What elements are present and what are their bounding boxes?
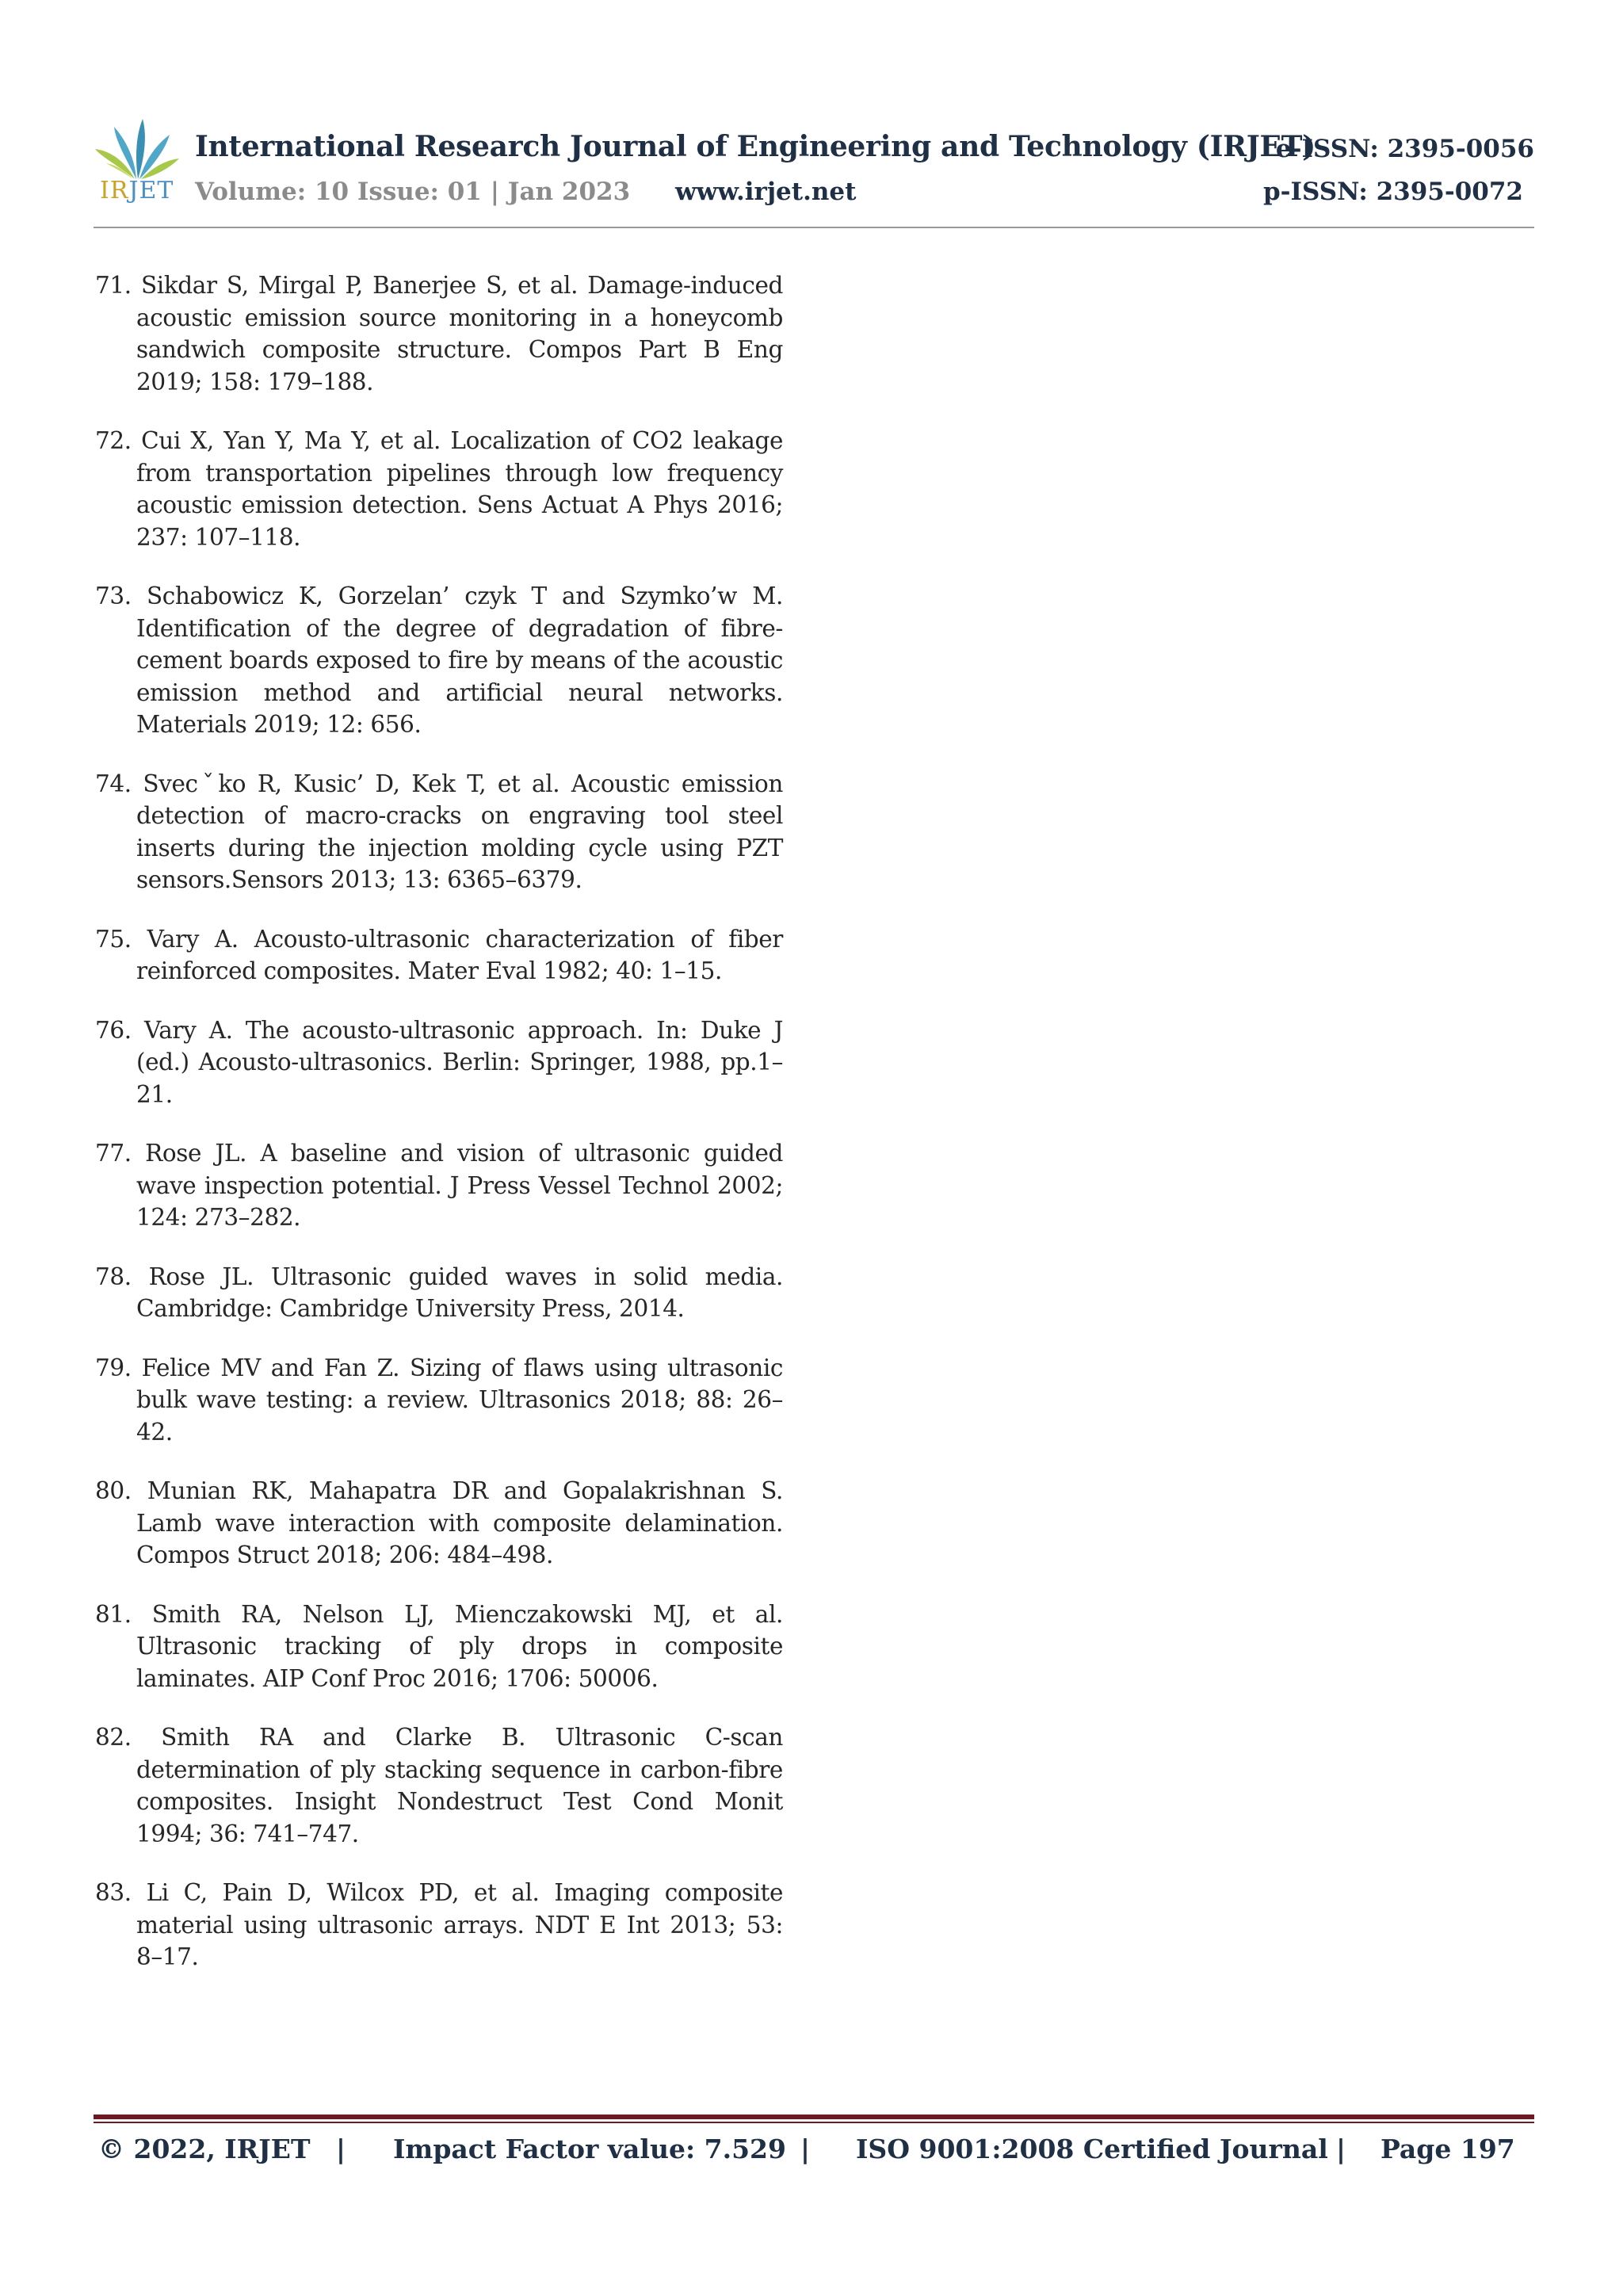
reference-item: [95, 1352, 783, 1449]
reference-text: Munian RK, Mahapatra DR and Gopalakrishnan S. Lamb wave interaction with composite delamination. Compos Struct 2018; 206: 484–498.: [136, 1477, 784, 1568]
footer-separator: |: [1336, 2134, 1346, 2164]
journal-title: International Research Journal of Engineering and Technology (IRJET): [195, 130, 1316, 163]
reference-text: Vary A. The acousto-ultrasonic approach. In: Duke J (ed.) Acousto-ultrasonics. Berlin: Springer, 1988, pp.1–21.: [136, 1016, 783, 1108]
reference-number: 81.: [95, 1600, 132, 1628]
reference-item: [95, 1014, 783, 1111]
reference-number: 82.: [95, 1724, 132, 1751]
footer-iso-certification: ISO 9001:2008 Certified Journal: [856, 2134, 1328, 2164]
reference-number: 76.: [95, 1016, 132, 1044]
footer-separator: |: [800, 2134, 811, 2164]
reference-number: 77.: [95, 1140, 132, 1167]
page-number: Page 197: [1381, 2134, 1515, 2164]
footer-copyright: © 2022, IRJET: [98, 2134, 311, 2164]
reference-text: Schabowicz K, Gorzelan’ czyk T and Szymko’w M. Identification of the degree of degradation of fibre-cement boards exposed to fire by means of the acoustic emission method and artificial neural networks. Materials 2019; 12: 656.: [136, 583, 783, 738]
reference-text: Smith RA, Nelson LJ, Mienczakowski MJ, et al. Ultrasonic tracking of ply drops in composite laminates. AIP Conf Proc 2016; 1706: 50006.: [136, 1600, 783, 1692]
footer-separator: |: [336, 2134, 346, 2164]
reference-text: Rose JL. A baseline and vision of ultrasonic guided wave inspection potential. J Press Vessel Technol 2002; 124: 273–282.: [136, 1140, 783, 1231]
reference-item: [95, 1599, 783, 1695]
logo-text-jet: JET: [128, 177, 174, 204]
reference-number: 80.: [95, 1477, 132, 1504]
reference-number: 79.: [95, 1354, 132, 1381]
reference-number: 72.: [95, 427, 132, 454]
reference-item: [95, 1877, 783, 1973]
pissn: p-ISSN: 2395-0072: [1262, 178, 1523, 206]
reference-item: [95, 425, 783, 553]
reference-text: Felice MV and Fan Z. Sizing of flaws using ultrasonic bulk wave testing: a review. Ultrasonics 2018; 88: 26–42.: [136, 1354, 783, 1446]
reference-number: 74.: [95, 770, 132, 797]
footer-impact-factor: Impact Factor value: 7.529: [393, 2134, 786, 2164]
reference-item: [95, 269, 783, 398]
logo-wordmark: [100, 179, 174, 203]
logo-text-ir: IR: [100, 177, 129, 204]
reference-text: Smith RA and Clarke B. Ultrasonic C-scan determination of ply stacking sequence in carbon-fibre composites. Insight Nondestruct Test Cond Monit 1994; 36: 741–747.: [136, 1724, 783, 1847]
journal-website-link[interactable]: www.irjet.net: [675, 178, 857, 206]
page-header: [94, 117, 1534, 228]
reference-text: Cui X, Yan Y, Ma Y, et al. Localization of CO2 leakage from transportation pipelines through low frequency acoustic emission detection. Sens Actuat A Phys 2016; 237: 107–118.: [136, 427, 784, 551]
header-divider: [94, 227, 1534, 228]
reference-number: 78.: [95, 1263, 132, 1290]
footer-divider-thick: [94, 2115, 1534, 2119]
page-footer: [98, 2134, 1515, 2173]
reference-item: [95, 1137, 783, 1234]
reference-item: [95, 1261, 783, 1325]
reference-number: 71.: [95, 272, 132, 299]
reference-text: Svecˇko R, Kusic’ D, Kek T, et al. Acoustic emission detection of macro-cracks on engraving tool steel inserts during the injection molding cycle using PZT sensors.Sensors 2013; 13: 6365–6379.: [136, 770, 783, 893]
volume-issue: Volume: 10 Issue: 01 | Jan 2023: [195, 178, 631, 206]
reference-text: Li C, Pain D, Wilcox PD, et al. Imaging composite material using ultrasonic arrays. NDT E Int 2013; 53: 8–17.: [136, 1879, 783, 1970]
reference-text: Rose JL. Ultrasonic guided waves in solid media. Cambridge: Cambridge University Press, 2014.: [136, 1263, 783, 1322]
leaf-logo-icon: [94, 117, 181, 181]
reference-item: [95, 1475, 783, 1572]
reference-item: [95, 580, 783, 741]
footer-divider-thin: [94, 2122, 1534, 2123]
reference-list: [95, 269, 783, 2000]
reference-item: [95, 923, 783, 988]
eissn: e-ISSN: 2395-0056: [1275, 135, 1534, 163]
reference-item: [95, 768, 783, 896]
reference-number: 73.: [95, 583, 132, 609]
irjet-logo: [94, 117, 181, 211]
reference-number: 83.: [95, 1879, 132, 1906]
reference-text: Vary A. Acousto-ultrasonic characterization of fiber reinforced composites. Mater Eval 1982; 40: 1–15.: [136, 925, 783, 984]
reference-item: [95, 1721, 783, 1850]
reference-number: 75.: [95, 925, 132, 953]
reference-text: Sikdar S, Mirgal P, Banerjee S, et al. Damage-induced acoustic emission source monitoring in a honeycomb sandwich composite structure. Compos Part B Eng 2019; 158: 179–188.: [136, 272, 783, 395]
